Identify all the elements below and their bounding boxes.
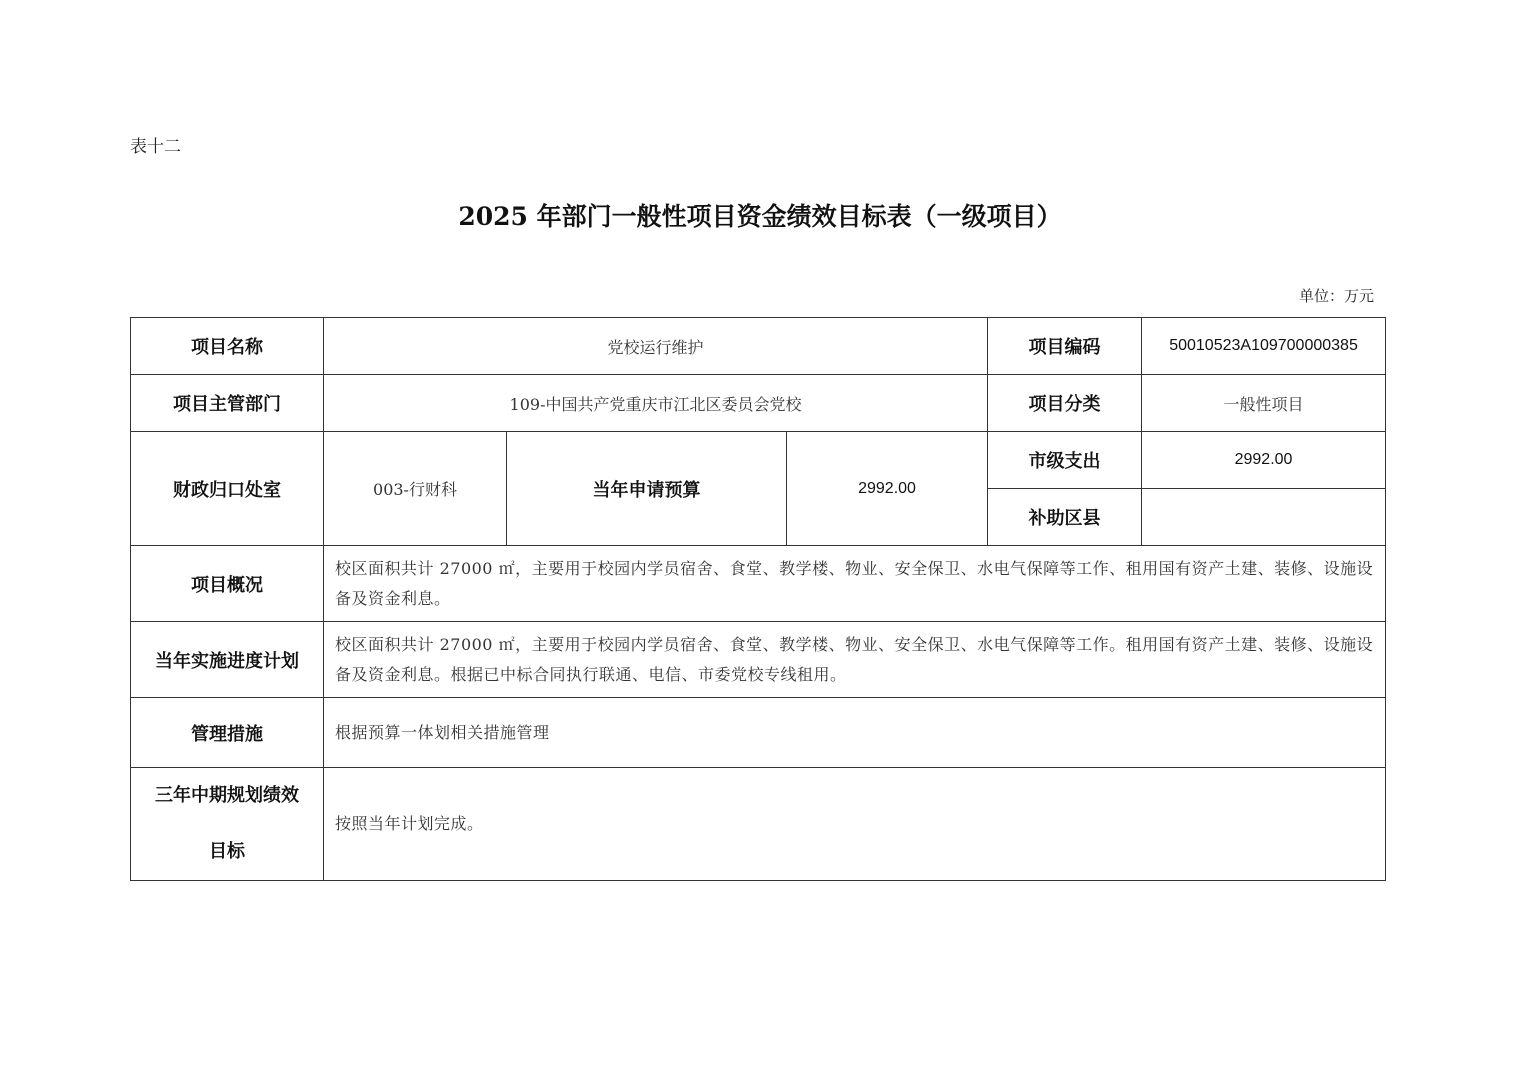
row-overview [131,546,1386,622]
budget-value: 2992.00 [787,432,988,546]
document-title: 2025 年部门一般性项目资金绩效目标表（一级项目） [458,202,1062,231]
table-number: 表十二 [130,137,181,157]
department-value: 109-中国共产党重庆市江北区委员会党校 [324,375,988,432]
management-measures-label: 管理措施 [131,698,324,768]
city-expense-label: 市级支出 [988,432,1142,489]
project-name-label: 项目名称 [131,318,324,375]
project-code-label: 项目编码 [988,318,1142,375]
row-department [131,375,1386,432]
midterm-target-label-line2: 目标 [209,841,245,862]
finance-office-value: 003-行财科 [324,432,507,546]
performance-target-table [130,317,1386,881]
row-implementation-plan [131,622,1386,698]
unit-label: 单位：万元 [1298,287,1374,305]
category-label: 项目分类 [988,375,1142,432]
implementation-plan-value: 校区面积共计 27000 ㎡，主要用于校园内学员宿舍、食堂、教学楼、物业、安全保卫、水电气保障等工作。租用国有资产土建、装修、设施设备及资金利息。根据已中标合同执行联通、电信、市委党校专线租用。 [324,622,1386,698]
project-name-value: 党校运行维护 [324,318,988,375]
overview-label: 项目概况 [131,546,324,622]
budget-label: 当年申请预算 [507,432,787,546]
row-finance-office [131,432,1386,489]
management-measures-value: 根据预算一体划相关措施管理 [324,698,1386,768]
city-expense-value: 2992.00 [1142,432,1386,489]
midterm-target-value: 按照当年计划完成。 [324,768,1386,881]
overview-value: 校区面积共计 27000 ㎡，主要用于校园内学员宿舍、食堂、教学楼、物业、安全保卫、水电气保障等工作、租用国有资产土建、装修、设施设备及资金利息。 [324,546,1386,622]
row-project-name [131,318,1386,375]
row-midterm-target [131,768,1386,881]
finance-office-label: 财政归口处室 [131,432,324,546]
department-label: 项目主管部门 [131,375,324,432]
midterm-target-label-line1: 三年中期规划绩效 [155,785,299,806]
project-code-value: 50010523A109700000385 [1142,318,1386,375]
row-management-measures [131,698,1386,768]
implementation-plan-label: 当年实施进度计划 [131,622,324,698]
county-subsidy-value [1142,489,1386,546]
midterm-target-label [131,768,324,881]
category-value: 一般性项目 [1142,375,1386,432]
county-subsidy-label: 补助区县 [988,489,1142,546]
